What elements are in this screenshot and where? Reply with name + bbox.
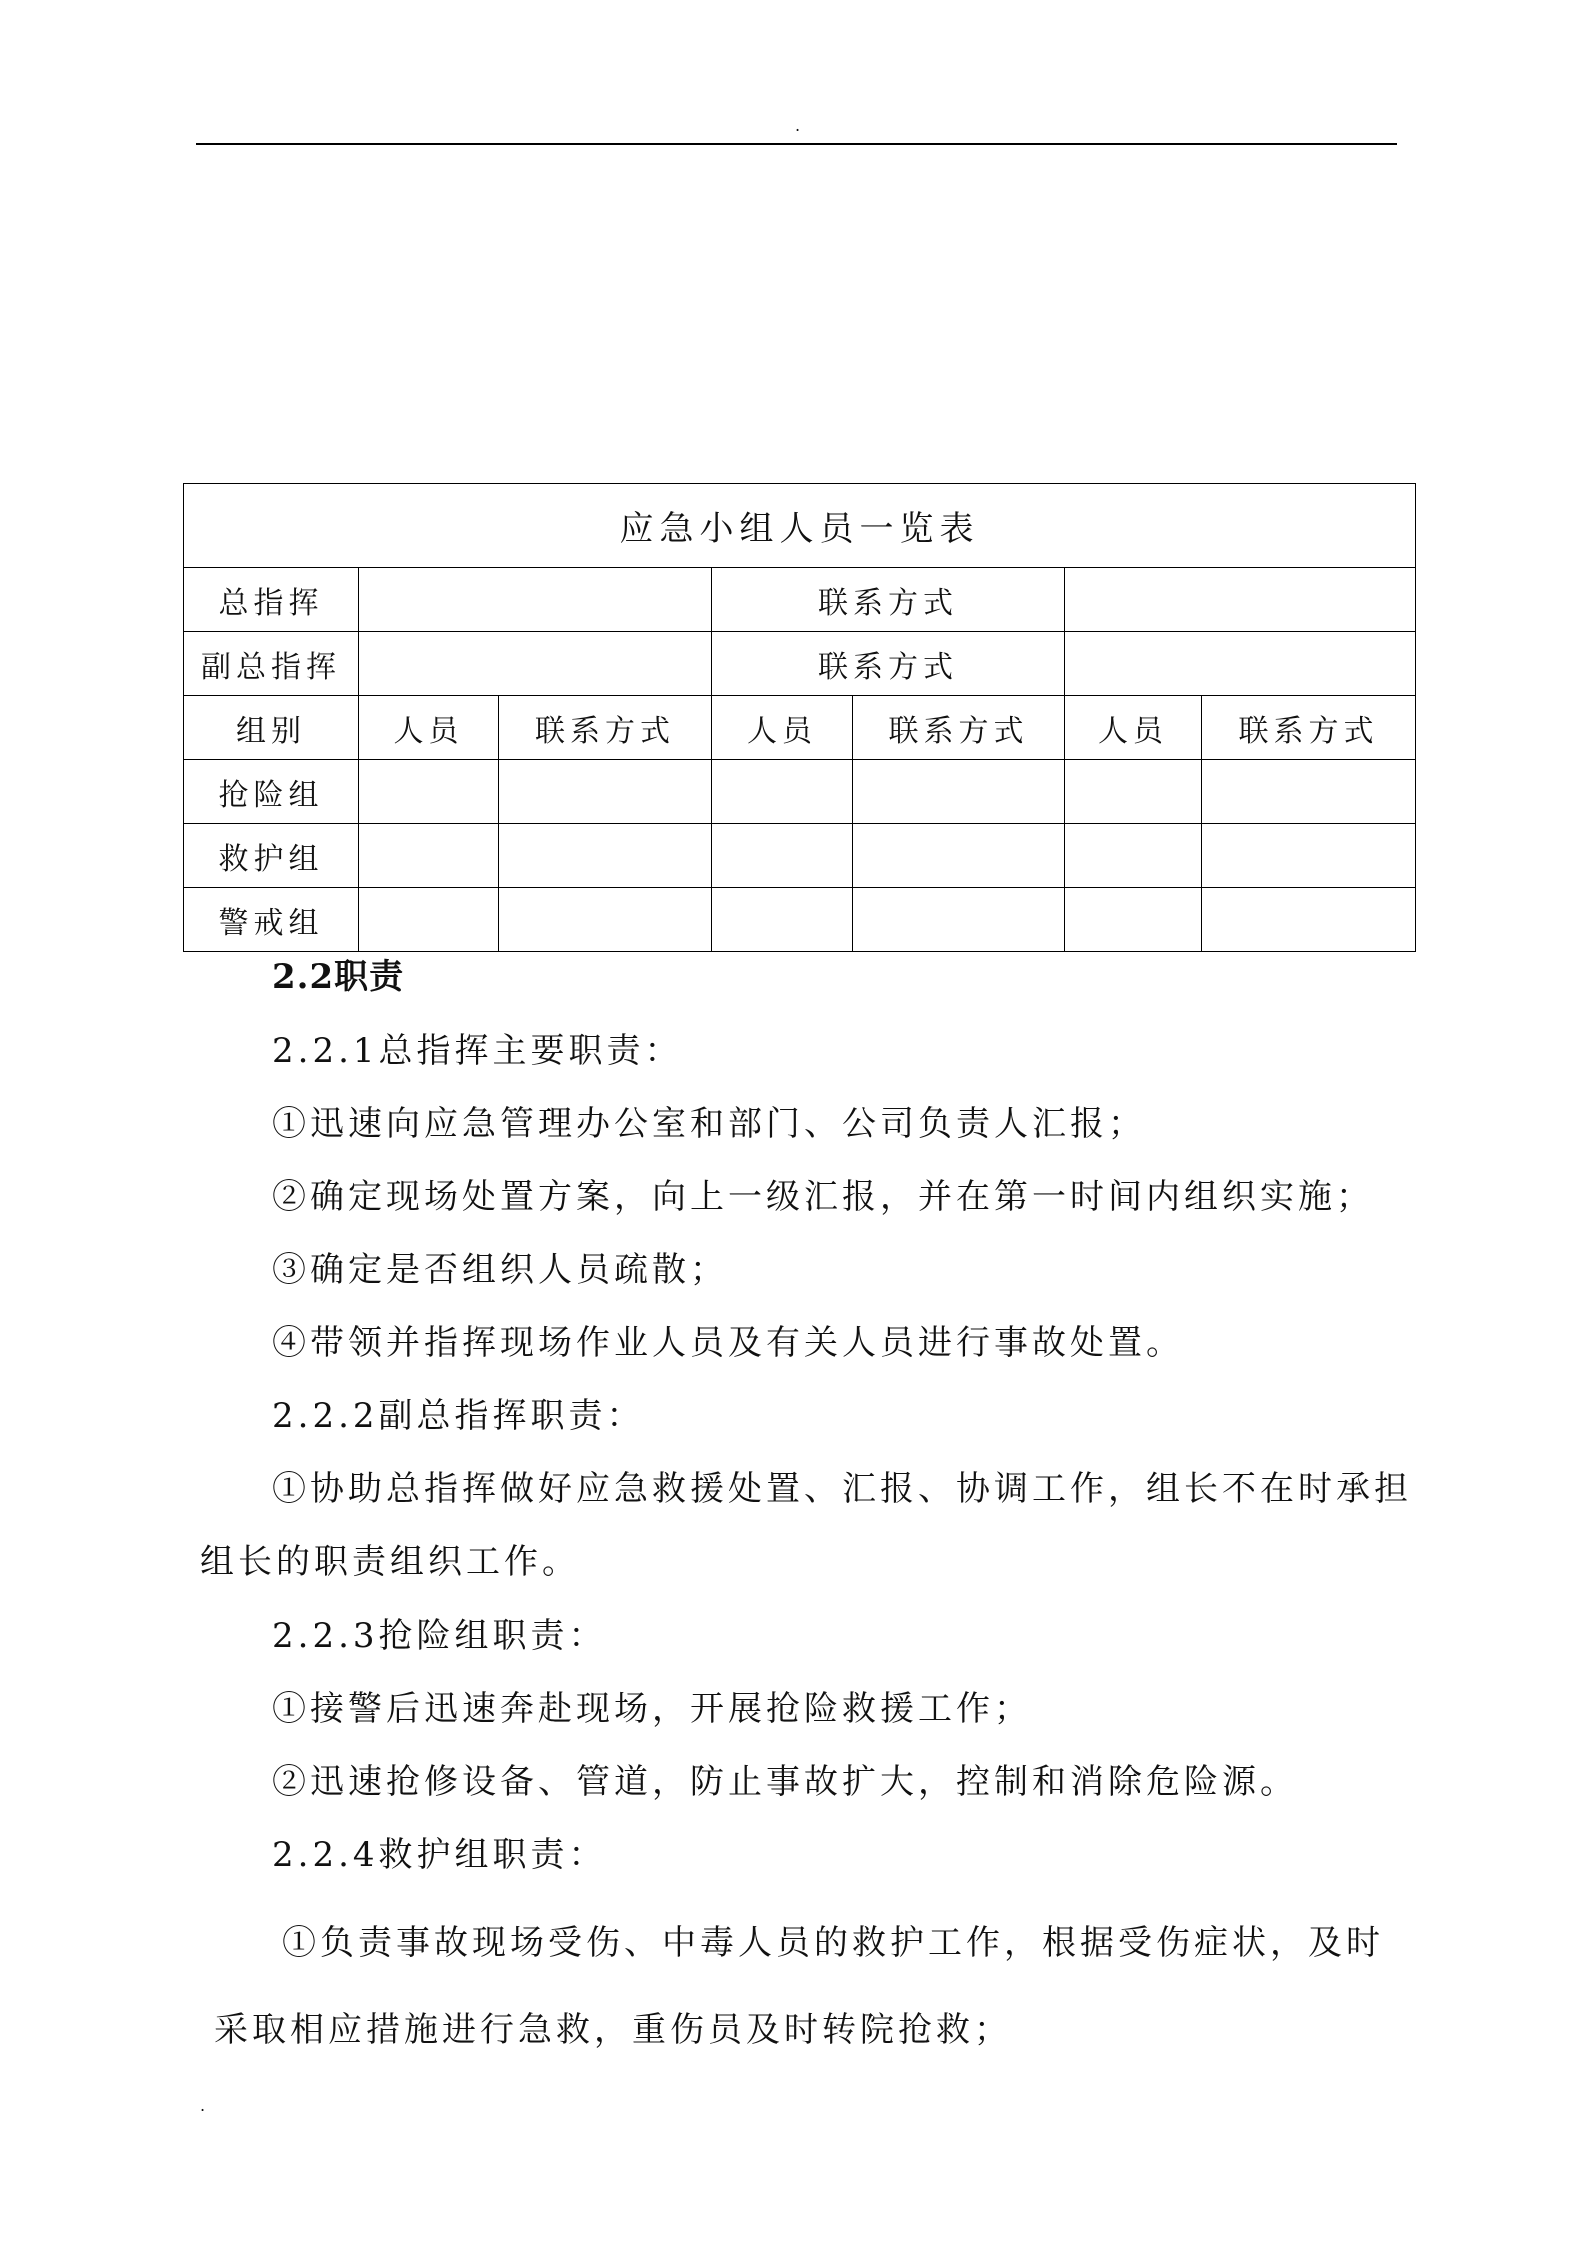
column-header: 联系方式	[853, 696, 1065, 760]
s222-heading: 2.2.2副总指挥职责：	[272, 1396, 645, 1436]
table-title: 应急小组人员一览表	[184, 484, 1416, 568]
table-cell	[1065, 760, 1202, 824]
table-cell	[359, 824, 499, 888]
table-cell	[359, 888, 499, 952]
column-header: 联系方式	[1202, 696, 1416, 760]
column-header: 组别	[184, 696, 359, 760]
group-name: 警戒组	[184, 888, 359, 952]
emergency-team-table	[183, 483, 1416, 952]
table-cell	[499, 888, 712, 952]
table-cell	[359, 760, 499, 824]
table-cell	[712, 888, 853, 952]
commander-label: 总指挥	[184, 568, 359, 632]
table-cell	[1065, 824, 1202, 888]
footer-mark: .	[200, 2096, 206, 2115]
s223-item: ②迅速抢修设备、管道，防止事故扩大，控制和消除危险源。	[272, 1762, 1298, 1802]
column-header: 人员	[1065, 696, 1202, 760]
commander-name-cell	[359, 568, 712, 632]
s224-heading: 2.2.4救护组职责：	[272, 1835, 607, 1875]
column-header-row	[184, 696, 1416, 760]
deputy-label: 副总指挥	[184, 632, 359, 696]
table-cell	[853, 888, 1065, 952]
column-header: 联系方式	[499, 696, 712, 760]
s221-item: ②确定现场处置方案，向上一级汇报，并在第一时间内组织实施；	[272, 1177, 1374, 1217]
table-cell	[1065, 888, 1202, 952]
commander-contact-label: 联系方式	[712, 568, 1065, 632]
deputy-name-cell	[359, 632, 712, 696]
table-cell	[712, 824, 853, 888]
deputy-contact-label: 联系方式	[712, 632, 1065, 696]
header-rule	[196, 143, 1397, 145]
s221-heading: 2.2.1总指挥主要职责：	[272, 1031, 683, 1071]
table-row	[184, 888, 1416, 952]
table-cell	[1202, 824, 1416, 888]
group-name: 抢险组	[184, 760, 359, 824]
deputy-contact-cell	[1065, 632, 1416, 696]
table-cell	[499, 824, 712, 888]
s221-item: ③确定是否组织人员疏散；	[272, 1250, 728, 1290]
s221-item: ①迅速向应急管理办公室和部门、公司负责人汇报；	[272, 1104, 1146, 1144]
s224-item-line1: ①负责事故现场受伤、中毒人员的救护工作，根据受伤症状，及时	[282, 1923, 1384, 1963]
header-mark: .	[795, 116, 801, 135]
table-cell	[712, 760, 853, 824]
table-cell	[1202, 760, 1416, 824]
column-header: 人员	[359, 696, 499, 760]
s221-item: ④带领并指挥现场作业人员及有关人员进行事故处置。	[272, 1323, 1184, 1363]
group-name: 救护组	[184, 824, 359, 888]
commander-contact-cell	[1065, 568, 1416, 632]
s222-item-line2: 组长的职责组织工作。	[200, 1542, 580, 1582]
s224-item-line2: 采取相应措施进行急救，重伤员及时转院抢救；	[214, 2010, 1012, 2050]
s222-item-line1: ①协助总指挥做好应急救援处置、汇报、协调工作，组长不在时承担	[272, 1469, 1412, 1509]
s223-heading: 2.2.3抢险组职责：	[272, 1616, 607, 1656]
table-cell	[499, 760, 712, 824]
table-row	[184, 824, 1416, 888]
table-cell	[853, 824, 1065, 888]
table-row	[184, 760, 1416, 824]
s223-item: ①接警后迅速奔赴现场，开展抢险救援工作；	[272, 1689, 1032, 1729]
table-cell	[1202, 888, 1416, 952]
column-header: 人员	[712, 696, 853, 760]
section-heading: 2.2职责	[272, 957, 405, 997]
table-cell	[853, 760, 1065, 824]
